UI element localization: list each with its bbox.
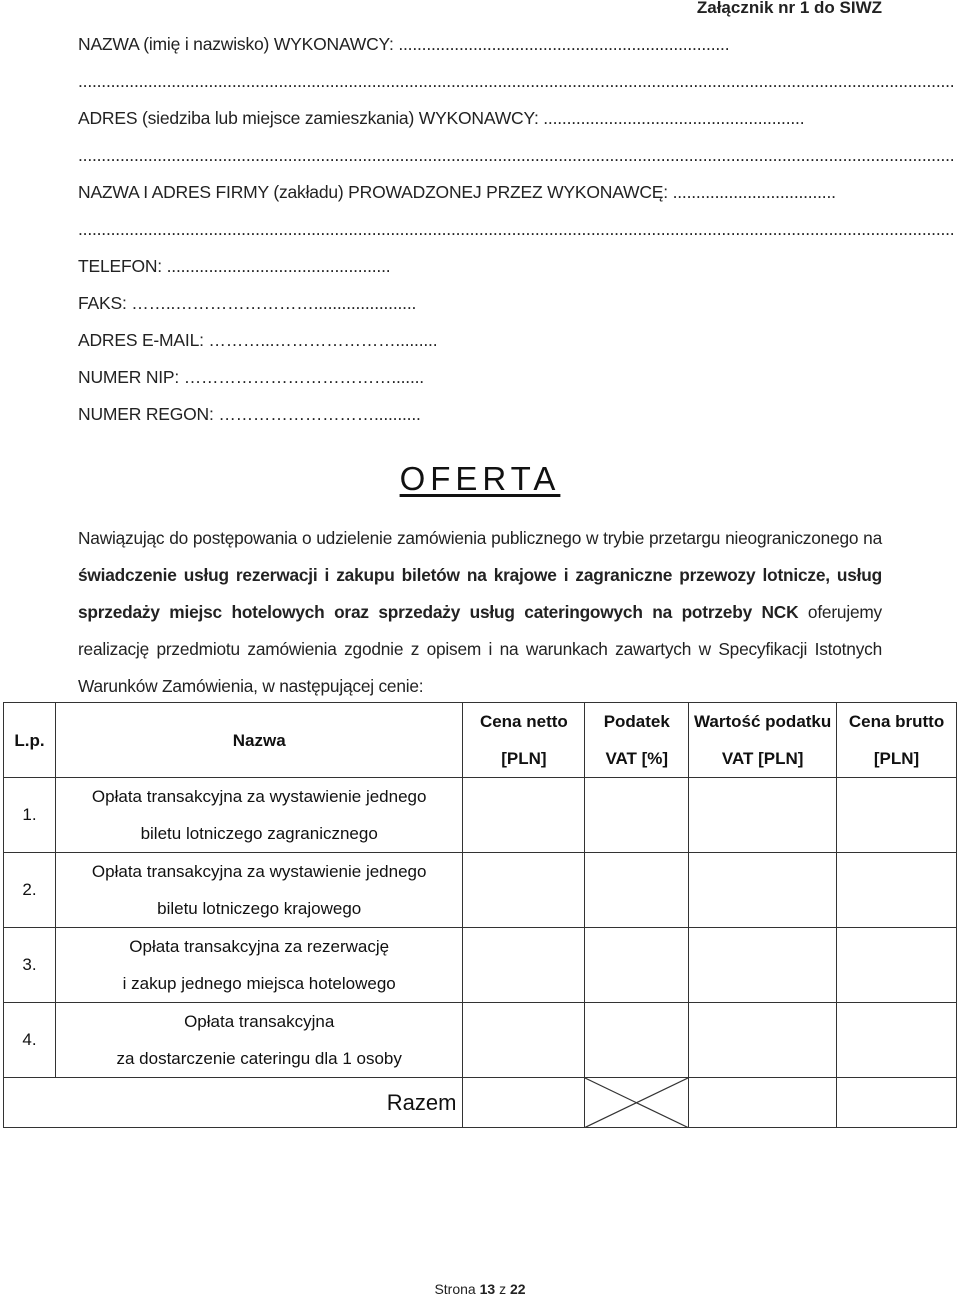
vat-rate-cell[interactable]: [585, 928, 689, 1003]
header-vat-rate-line1: Podatek: [603, 712, 670, 731]
row-description-line1: Opłata transakcyjna za wystawienie jednego: [91, 862, 427, 881]
footer-page-total: 22: [509, 1281, 526, 1297]
header-gross-price-line2: [PLN]: [873, 749, 920, 768]
nip-field: NUMER NIP: ……………………………….......: [78, 367, 424, 387]
table-row: [4, 1003, 957, 1078]
header-gross-price: [837, 703, 957, 778]
header-net-price: [463, 703, 585, 778]
fax-field: FAKS: ……..……………………......................: [78, 293, 417, 313]
company-name-cont: ............................................................................................................................................................................................: [78, 219, 955, 239]
net-price-cell[interactable]: [463, 928, 585, 1003]
row-description-line2: za dostarczenie cateringu dla 1 osoby: [116, 1049, 402, 1068]
table-row: [4, 853, 957, 928]
header-vat-rate: [585, 703, 689, 778]
vat-amount-cell[interactable]: [689, 928, 837, 1003]
row-lp: 1.: [4, 778, 56, 853]
gross-price-cell[interactable]: [837, 1003, 957, 1078]
net-price-cell[interactable]: [463, 853, 585, 928]
footer-page-number: 13: [479, 1281, 496, 1297]
email-field: ADRES E-MAIL: ………...………………….........: [78, 330, 438, 350]
total-vat-amount-cell[interactable]: [689, 1078, 837, 1128]
row-description: [55, 853, 462, 928]
header-lp: L.p.: [4, 703, 56, 778]
header-vat-amount: [689, 703, 837, 778]
vat-rate-cell[interactable]: [585, 778, 689, 853]
header-gross-price-line1: Cena brutto: [848, 712, 945, 731]
row-description: [55, 928, 462, 1003]
header-name: Nazwa: [55, 703, 462, 778]
total-label-cell: [4, 1078, 463, 1128]
intro-text-bold: świadczenie usług rezerwacji i zakupu biletów na krajowe i zagraniczne przewozy lotnicze, usług sprzedaży miejsc hotelowych oraz sprzedaży usług cateringowych na potrzeby NCK: [78, 565, 882, 622]
row-description-line1: Opłata transakcyjna za rezerwację: [129, 937, 390, 956]
header-net-price-line1: Cena netto: [479, 712, 568, 731]
gross-price-cell[interactable]: [837, 778, 957, 853]
page-footer: [0, 1281, 960, 1297]
vat-amount-cell[interactable]: [689, 853, 837, 928]
intro-text-end: oferujemy realizację przedmiotu zamówienia zgodnie z opisem i na warunkach zawartych w Specyfikacji Istotnych Warunków Zamówienia, w następującej cenie:: [78, 602, 883, 696]
row-description: [55, 778, 462, 853]
row-lp: 3.: [4, 928, 56, 1003]
header-net-price-line2: [PLN]: [501, 749, 547, 768]
offer-intro: [78, 520, 882, 705]
total-gross-cell[interactable]: [837, 1078, 957, 1128]
offer-title: OFERTA: [399, 460, 561, 497]
row-lp: 2.: [4, 853, 56, 928]
contractor-name-field: NAZWA (imię i nazwisko) WYKONAWCY: .......................................................................: [78, 34, 730, 54]
total-label: Razem: [386, 1089, 457, 1115]
row-lp: 4.: [4, 1003, 56, 1078]
footer-prefix: Strona: [434, 1281, 476, 1297]
gross-price-cell[interactable]: [837, 928, 957, 1003]
annex-label: Załącznik nr 1 do SIWZ: [696, 0, 882, 17]
vat-rate-cell[interactable]: [585, 853, 689, 928]
header-vat-amount-line2: VAT [PLN]: [721, 749, 804, 768]
total-net-cell[interactable]: [463, 1078, 585, 1128]
cross-out-icon: [585, 1078, 688, 1127]
header-vat-rate-line2: VAT [%]: [605, 749, 669, 768]
contractor-address-cont: ............................................................................................................................................................................................: [78, 145, 955, 165]
gross-price-cell[interactable]: [837, 853, 957, 928]
net-price-cell[interactable]: [463, 1003, 585, 1078]
row-description-line2: i zakup jednego miejsca hotelowego: [122, 974, 396, 993]
contractor-address-field: ADRES (siedziba lub miejsce zamieszkania) WYKONAWCY: ........................................................: [78, 108, 805, 128]
total-row: [4, 1078, 957, 1128]
row-description-line2: biletu lotniczego zagranicznego: [140, 824, 378, 843]
table-row: [4, 778, 957, 853]
row-description-line1: Opłata transakcyjna za wystawienie jednego: [91, 787, 427, 806]
net-price-cell[interactable]: [463, 778, 585, 853]
phone-field: TELEFON: ................................................: [78, 256, 391, 276]
row-description: [55, 1003, 462, 1078]
vat-amount-cell[interactable]: [689, 778, 837, 853]
regon-field: NUMER REGON: ………………………..........: [78, 404, 421, 424]
company-name-field: NAZWA I ADRES FIRMY (zakładu) PROWADZONEJ PRZEZ WYKONAWCĘ: ...................................: [78, 182, 836, 202]
footer-separator: z: [499, 1281, 507, 1297]
vat-amount-cell[interactable]: [689, 1003, 837, 1078]
price-table: [3, 702, 957, 1128]
row-description-line2: biletu lotniczego krajowego: [157, 899, 362, 918]
header-vat-amount-line1: Wartość podatku: [694, 712, 832, 731]
total-vat-rate-crossed: [585, 1078, 689, 1128]
row-description-line1: Opłata transakcyjna: [184, 1012, 335, 1031]
intro-text-start: Nawiązując do postępowania o udzielenie zamówienia publicznego w trybie przetargu nieograniczonego na: [78, 528, 882, 548]
vat-rate-cell[interactable]: [585, 1003, 689, 1078]
contractor-name-cont: ............................................................................................................................................................................................: [78, 71, 955, 91]
table-header-row: [4, 703, 957, 778]
table-row: [4, 928, 957, 1003]
